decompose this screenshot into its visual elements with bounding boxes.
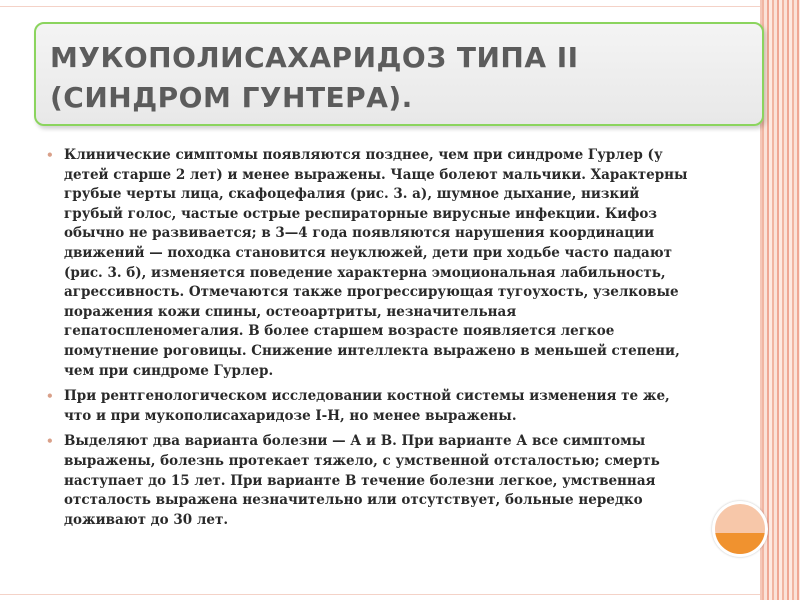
circle-lower-half [715,533,765,557]
bullet-text: Клинические симптомы появляются позднее, чем при синдроме Гурлер (у детей старше 2 лет) и менее выражены. Чаще болеют мальчики. Характерны грубые черты лица, скафоцефалия (рис. 3. а), шумное дыхание, низкий грубый голос, частые острые респираторные вирусные инфекции. Кифоз обычно не развивается; в 3—4 года появляются нарушения координации движений — походка становится неуклюжей, дети при ходьбе часто падают (рис. 3. б), изменяется поведение характерна эмоциональная лабильность, агрессивность. Отмечаются также прогрессирующая тугоухость, узелковые поражения кожи спины, остеоартриты, незначительная гепатоспленомегалия. В более старшем возрасте появляется легкое помутнение роговицы. Снижение интеллекта выражено в меньшей степени, чем при синдроме Гурлер. [64,147,688,379]
bullet-list [44,146,694,536]
bullet-item-1 [44,146,694,381]
decorative-stripes [762,0,800,600]
bullet-item-2 [44,387,694,426]
slide-title: МУКОПОЛИСАХАРИДОЗ ТИПА II (СИНДРОМ ГУНТЕРА). [50,41,579,114]
bullet-icon: • [46,148,54,162]
bullet-icon: • [46,434,54,449]
bullet-icon: • [46,389,54,404]
decorative-circle-icon [712,501,768,557]
title-box [34,22,764,126]
bullet-text: Выделяют два варианта болезни — А и В. При варианте А все симптомы выражены, болезнь протекает тяжело, с умственной отсталостью; смерть наступает до 15 лет. При варианте В течение болезни легкое, умственная отсталость выражена незначительно или отсутствует, больные нередко доживают до 30 лет. [64,433,660,528]
top-divider-line [0,6,762,7]
bullet-text: При рентгенологическом исследовании костной системы изменения те же, что и при мукополисахаридозе I-H, но менее выражены. [64,388,670,424]
bottom-divider-line [0,594,762,595]
bullet-item-3 [44,432,694,530]
